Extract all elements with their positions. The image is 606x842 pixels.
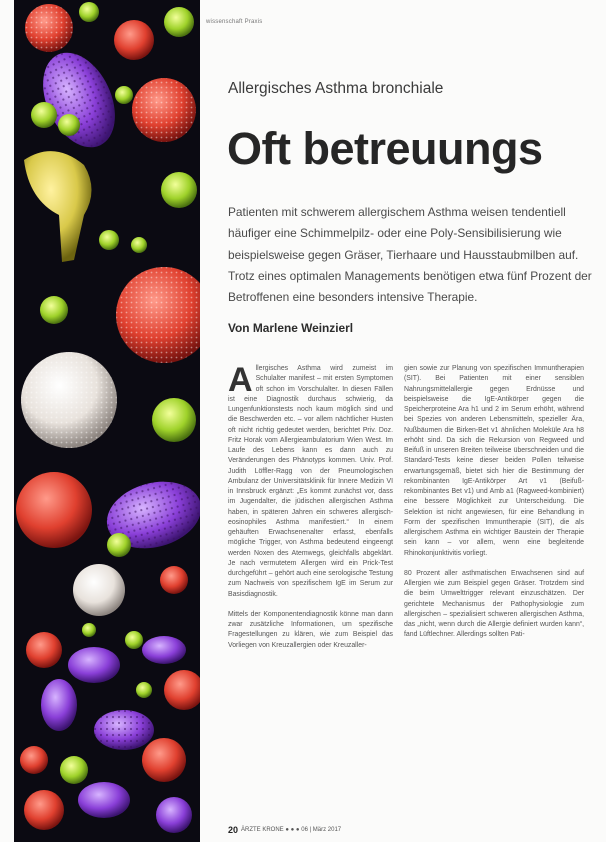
drop-cap: A xyxy=(228,361,253,399)
body-paragraph: 80 Prozent aller asthmatischen Erwachsenen sind auf Allergien wie zum Beispiel gegen Gräser. Trotzdem sind die beim Umwelttrigger relevant einzuschätzen. Der gerichtete Mechanismus der Pathophysiologie zum allergischen – spezialisiert schweren allergischen Asthma, das „nicht, wenn durch die Allergie definiert wurden kann“, fand Lüftlechner. Allerdings sollten Pati- xyxy=(404,569,584,639)
footer-publication: ÄRZTE KRONE ● ● ● 06 | März 2017 xyxy=(241,827,342,833)
article-author: Von Marlene Weinzierl xyxy=(228,321,354,335)
body-column-1 xyxy=(228,361,393,661)
body-paragraph: gien sowie zur Planung von spezifischen Immuntherapien (SIT). Bei Patienten mit einer sensiblen Nahrungsmittelallergie gegen Erdnüsse und beispielsweise die IgE-Antikörper gegen die Speicherproteine Ara h1 und 2 im Serum erhöht, während bei Spezies von anderen Lebensmitteln, spezieller Ära, Nußbäumen die Birken-Bet v1 ähnlichen Moleküle Ara h8 erhöht sind. Da sich die Rekursion von Regweed und Beifuß in unseren Breiten teilweise überschneiden und die Standard-Tests keine dieser beiden Pollen teilweise erwartungsgemäß, bietet sich hier die Bestimmung der rekombinanten IgE-Antikörper Art v1 (Beifuß-rekombinantes Bet v1) und Amb a1 (Ragweed-kombiniert) eine bessere Möglichkeit zur Unterscheidung. Die Selektion ist nicht angewiesen, für eine Behandlung in Form der spezifischen Immuntherapie (SIT), die als allergischem Asthma ein wichtiger Baustein der Therapie sein kann – vor allem, wenn eine begleitende Rhinokonjunktivitis vorliegt. xyxy=(404,365,584,557)
body-column-2 xyxy=(404,364,584,651)
article-rubric: Allergisches Asthma bronchiale xyxy=(228,80,444,97)
page-footer xyxy=(228,825,341,835)
body-paragraph xyxy=(228,361,393,600)
body-paragraph: Mittels der Komponentendiagnostik könne man dann zwar zusätzliche Informationen, um spezifische Fragestellungen zu klären, wie zum Beispiel das Vorliegen von Kreuzallergien oder Kreuzaller- xyxy=(228,610,393,649)
article-headline: Oft betreuungs xyxy=(227,123,543,174)
section-tag: wissenschaft Praxis xyxy=(206,19,263,25)
article-lead: Patienten mit schwerem allergischem Asthma weisen tendentiell häufiger eine Schimmelpilz- oder eine Poly-Sensibilisierung wie beispielsweise gegen Gräser, Tierhaare und Hausstaubmilben auf. Trotz eines optimalen Managements benötigen etwa fünf Prozent der Betroffenen eine besonders intensive Therapie. xyxy=(228,205,592,305)
pollen-micrograph-image xyxy=(14,0,200,842)
paragraph-text: llergisches Asthma wird zumeist im Schulalter manifest – mit ersten Symptomen oft schon im Vorschulalter. In diesen Fällen ist eine Diagnostik durchaus schwierig, da Lungenfunktionstests noch kaum möglich sind und die Beschwerden etc. – vor allem nächtlicher Husten oft nicht richtig gedeutet werden, berichtet Priv. Doz. Fritz Horak vom Allergieambulatorium Wien West. Im Laufe des Lebens kann es dann auch zu Veränderungen des Phänotyps kommen. Univ. Prof. Judith Löffler-Ragg von der Pneumologischen Ambulanz der Universitätsklinik für Innere Medizin VI in Innsbruck ergänzt: „Es kommt zunächst vor, dass im Jugendalter, die jüdischen allergischen Asthma haben, in späteren Jahren ein schweres allergisch-eosinophiles Asthma manifestiert.“ In einem gehäuften Erwachsenenalter erfasst, ebenfalls mögliche Trigger, von Asthma bedeutend eingeengt werden Noxen des Atemwegs, gleichfalls abgeklärt. Je nach vermutetem Allergen wird ein Prick-Test durchgeführt – gehört auch eine serologische Testung zum Nachweis von spezifischem IgE im Serum zur Basisdiagnostik. xyxy=(228,365,393,598)
page-number: 20 xyxy=(228,825,239,835)
